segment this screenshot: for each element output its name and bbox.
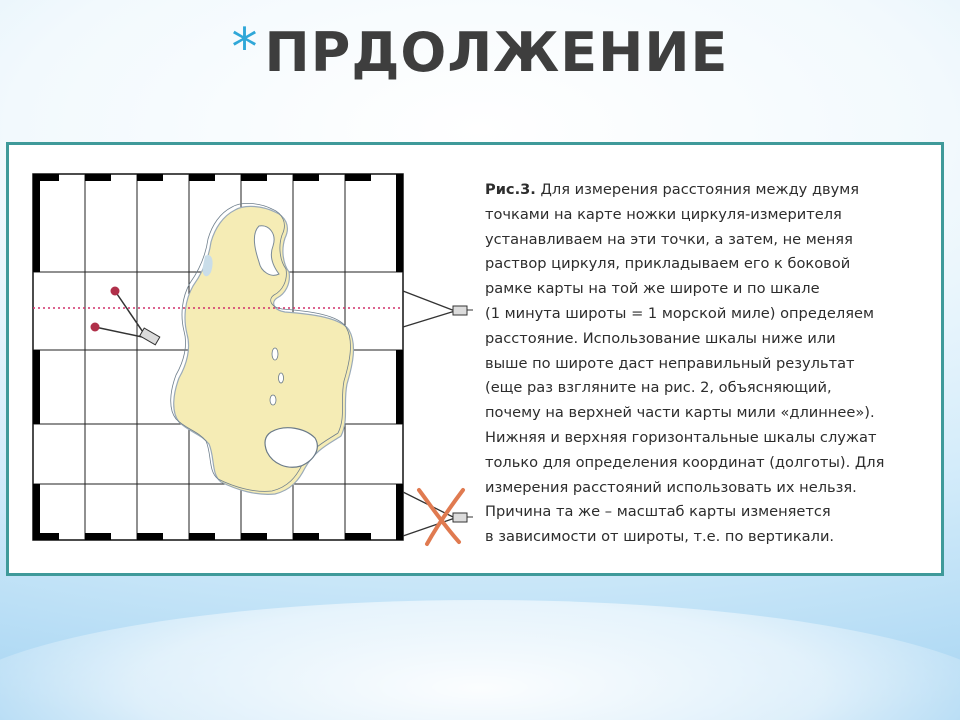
right-scale	[396, 174, 403, 540]
title-text: ПРДОЛЖЕНИЕ	[264, 21, 729, 84]
map-illustration	[23, 168, 483, 548]
slide-title	[0, 18, 960, 84]
dividers-correct-icon	[403, 291, 473, 327]
figure-caption	[485, 178, 941, 550]
left-scale	[33, 174, 40, 540]
caption-label: Рис.3.	[485, 181, 536, 198]
figure-panel	[6, 142, 944, 576]
title-bullet: *	[231, 18, 259, 78]
caption-text: Для измерения расстояния между двумя точками на карте ножки циркуля-измерителя устанавливаем на эти точки, а затем, не меняя раствор циркуля, прикладываем его к боковой рамке карты на той же широте и по шкале (1 минута широты = 1 морской миле) определяем расстояние. Использование шкалы ниже или выше по широте даст неправильный результат (еще раз взгляните на рис. 2, объясняющий, почему на верхней части карты мили «длиннее»). Нижняя и верхняя горизонтальные шкалы служат только для определения координат (долготы). Для измерения расстояний использовать их нельзя. Причина та же – масштаб карты изменяется в зависимости от широты, т.е. по вертикали.	[485, 181, 885, 546]
background-glow	[0, 600, 960, 720]
